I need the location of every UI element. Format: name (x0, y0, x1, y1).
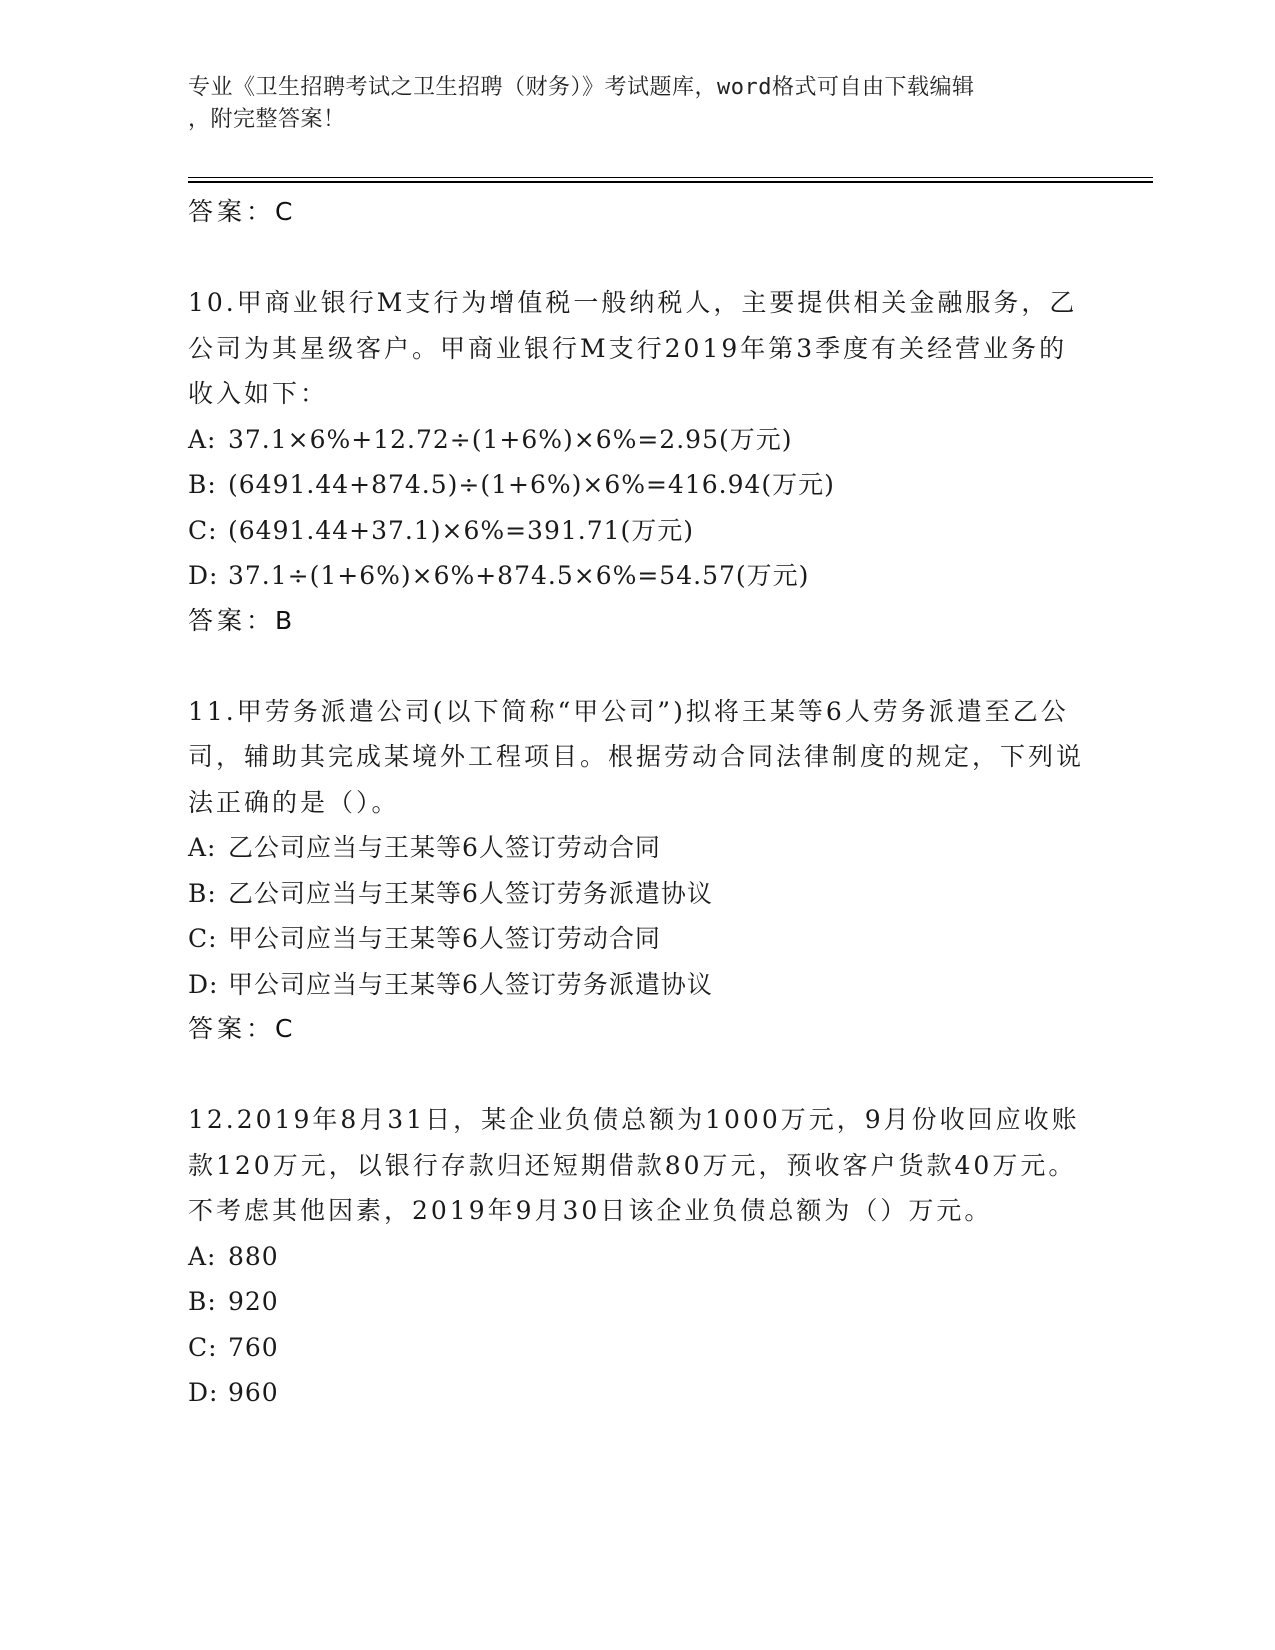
question-text: 10.甲商业银行M支行为增值税一般纳税人，主要提供相关金融服务，乙公司为其星级客户。甲商业银行M支行2019年第3季度有关经营业务的收入如下： (188, 288, 1078, 408)
answer-line (188, 1007, 1088, 1051)
header-rule-thin (188, 177, 1153, 178)
option-key: A: (188, 424, 217, 454)
option-text: (6491.44+37.1)×6%=391.71(万元) (228, 515, 695, 545)
option-text: 920 (228, 1287, 279, 1316)
answer-label: 答案： (188, 1014, 276, 1043)
option-a (188, 825, 1088, 871)
option-key: D: (188, 561, 219, 590)
option-a (188, 417, 1088, 463)
option-b (188, 871, 1088, 917)
option-key: C: (188, 515, 218, 545)
question-block (188, 689, 1088, 1052)
option-a (188, 1234, 1088, 1280)
option-key: A: (188, 1241, 217, 1271)
option-text: 甲公司应当与王某等6人签订劳务派遣协议 (228, 969, 713, 999)
option-text: 960 (228, 1378, 279, 1407)
option-key: C: (188, 1332, 218, 1362)
option-text: 37.1÷(1+6%)×6%+874.5×6%=54.57(万元) (228, 561, 810, 590)
option-text: 37.1×6%+12.72÷(1+6%)×6%=2.95(万元) (228, 424, 793, 454)
header-line-1: 专业《卫生招聘考试之卫生招聘（财务）》考试题库，word格式可自由下载编辑 (188, 75, 975, 100)
answer-value: B (275, 605, 295, 635)
option-text: 乙公司应当与王某等6人签订劳动合同 (228, 833, 661, 862)
option-key: B: (188, 1287, 217, 1316)
header-line-2: ，附完整答案！ (188, 107, 346, 132)
option-key: D: (188, 969, 219, 999)
question-text: 11.甲劳务派遣公司(以下简称“甲公司”)拟将王某等6人劳务派遣至乙公司，辅助其完成某境外工程项目。根据劳动合同法律制度的规定，下列说法正确的是（）。 (188, 696, 1085, 817)
option-d (188, 1370, 1088, 1416)
option-b (188, 462, 1088, 508)
answer-value: C (275, 1014, 295, 1043)
option-d (188, 553, 1088, 599)
option-key: B: (188, 470, 217, 499)
option-text: 760 (228, 1332, 279, 1362)
question-text: 12.2019年8月31日，某企业负债总额为1000万元，9月份收回应收账款120万元，以银行存款归还短期借款80万元，预收客户货款40万元。不考虑其他因素，2019年9月30日该企业负债总额为（）万元。 (188, 1105, 1080, 1225)
document-header (188, 72, 1088, 136)
answer-line (188, 190, 1088, 234)
option-key: C: (188, 924, 218, 953)
option-text: 880 (228, 1241, 279, 1271)
option-text: 乙公司应当与王某等6人签订劳务派遣协议 (228, 878, 713, 908)
answer-line (188, 599, 1088, 643)
document-content (188, 190, 1088, 1416)
answer-label: 答案： (188, 197, 276, 226)
option-text: 甲公司应当与王某等6人签订劳动合同 (228, 924, 661, 953)
option-c (188, 508, 1088, 554)
option-key: A: (188, 833, 217, 862)
header-rule-thick (188, 181, 1153, 183)
question-block (188, 1097, 1088, 1416)
question-block (188, 280, 1088, 643)
option-key: B: (188, 878, 217, 908)
option-b (188, 1279, 1088, 1325)
answer-value: C (275, 197, 295, 226)
option-d (188, 962, 1088, 1008)
option-text: (6491.44+874.5)÷(1+6%)×6%=416.94(万元) (228, 470, 835, 499)
option-c (188, 916, 1088, 962)
answer-label: 答案： (188, 605, 276, 635)
option-c (188, 1325, 1088, 1371)
option-key: D: (188, 1378, 219, 1407)
